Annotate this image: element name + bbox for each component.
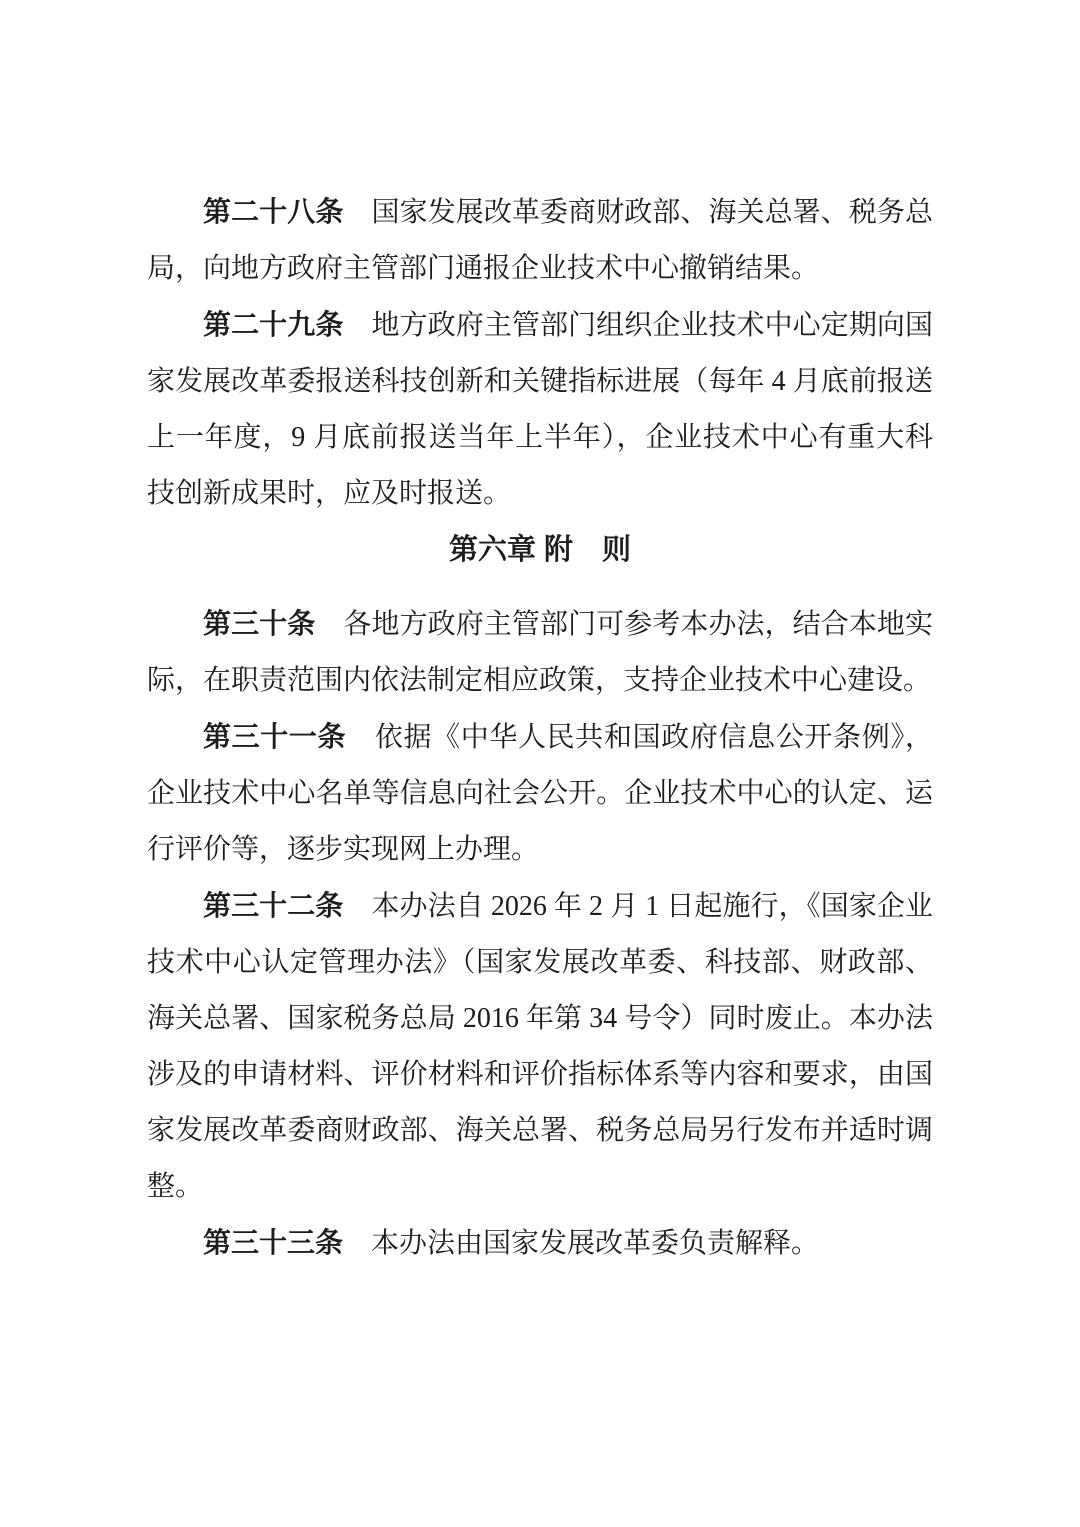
article-paragraph — [147, 184, 933, 297]
article-separator — [346, 722, 375, 753]
article-text: 本办法由国家发展改革委负责解释。 — [371, 1228, 820, 1259]
article-text: 本办法自 2026 年 2 月 1 日起施行，《国家企业技术中心认定管理办法》（国家发展改革委、科技部、财政部、海关总署、国家税务总局 2016 年第 34 号令）同时废止。本办法涉及的申请材料、评价材料和评价指标体系等内容和要求，由国家发展改革委商财政部、海关总署、税务总局另行发布并适时调整。 — [147, 891, 933, 1202]
article-number: 第二十八条 — [203, 196, 344, 227]
article-separator — [343, 1228, 371, 1259]
article-paragraph — [147, 1215, 933, 1272]
article-separator — [343, 891, 371, 922]
article-separator — [343, 197, 371, 228]
article-number: 第三十条 — [203, 608, 316, 639]
article-text: 各地方政府主管部门可参考本办法，结合本地实际，在职责范围内依法制定相应政策，支持企业技术中心建设。 — [147, 609, 933, 696]
article-number: 第二十九条 — [203, 309, 344, 340]
article-paragraph — [147, 297, 933, 522]
chapter-heading: 第六章 附 则 — [448, 534, 632, 566]
article-separator — [315, 609, 343, 640]
article-separator — [343, 310, 371, 341]
article-number: 第三十三条 — [203, 1227, 344, 1258]
article-number: 第三十二条 — [203, 890, 344, 921]
article-paragraph — [147, 878, 933, 1215]
article-text: 依据《中华人民共和国政府信息公开条例》，企业技术中心名单等信息向社会公开。企业技术中心的认定、运行评价等，逐步实现网上办理。 — [147, 722, 933, 865]
document-body — [147, 184, 933, 1272]
article-number: 第三十一条 — [203, 721, 347, 752]
article-paragraph — [147, 596, 933, 709]
article-paragraph — [147, 709, 933, 878]
article-text: 国家发展改革委商财政部、海关总署、税务总局，向地方政府主管部门通报企业技术中心撤销结果。 — [147, 197, 933, 284]
article-text: 地方政府主管部门组织企业技术中心定期向国家发展改革委报送科技创新和关键指标进展（每年 4 月底前报送上一年度，9 月底前报送当年上半年），企业技术中心有重大科技创新成果时，应及时报送。 — [147, 310, 933, 509]
